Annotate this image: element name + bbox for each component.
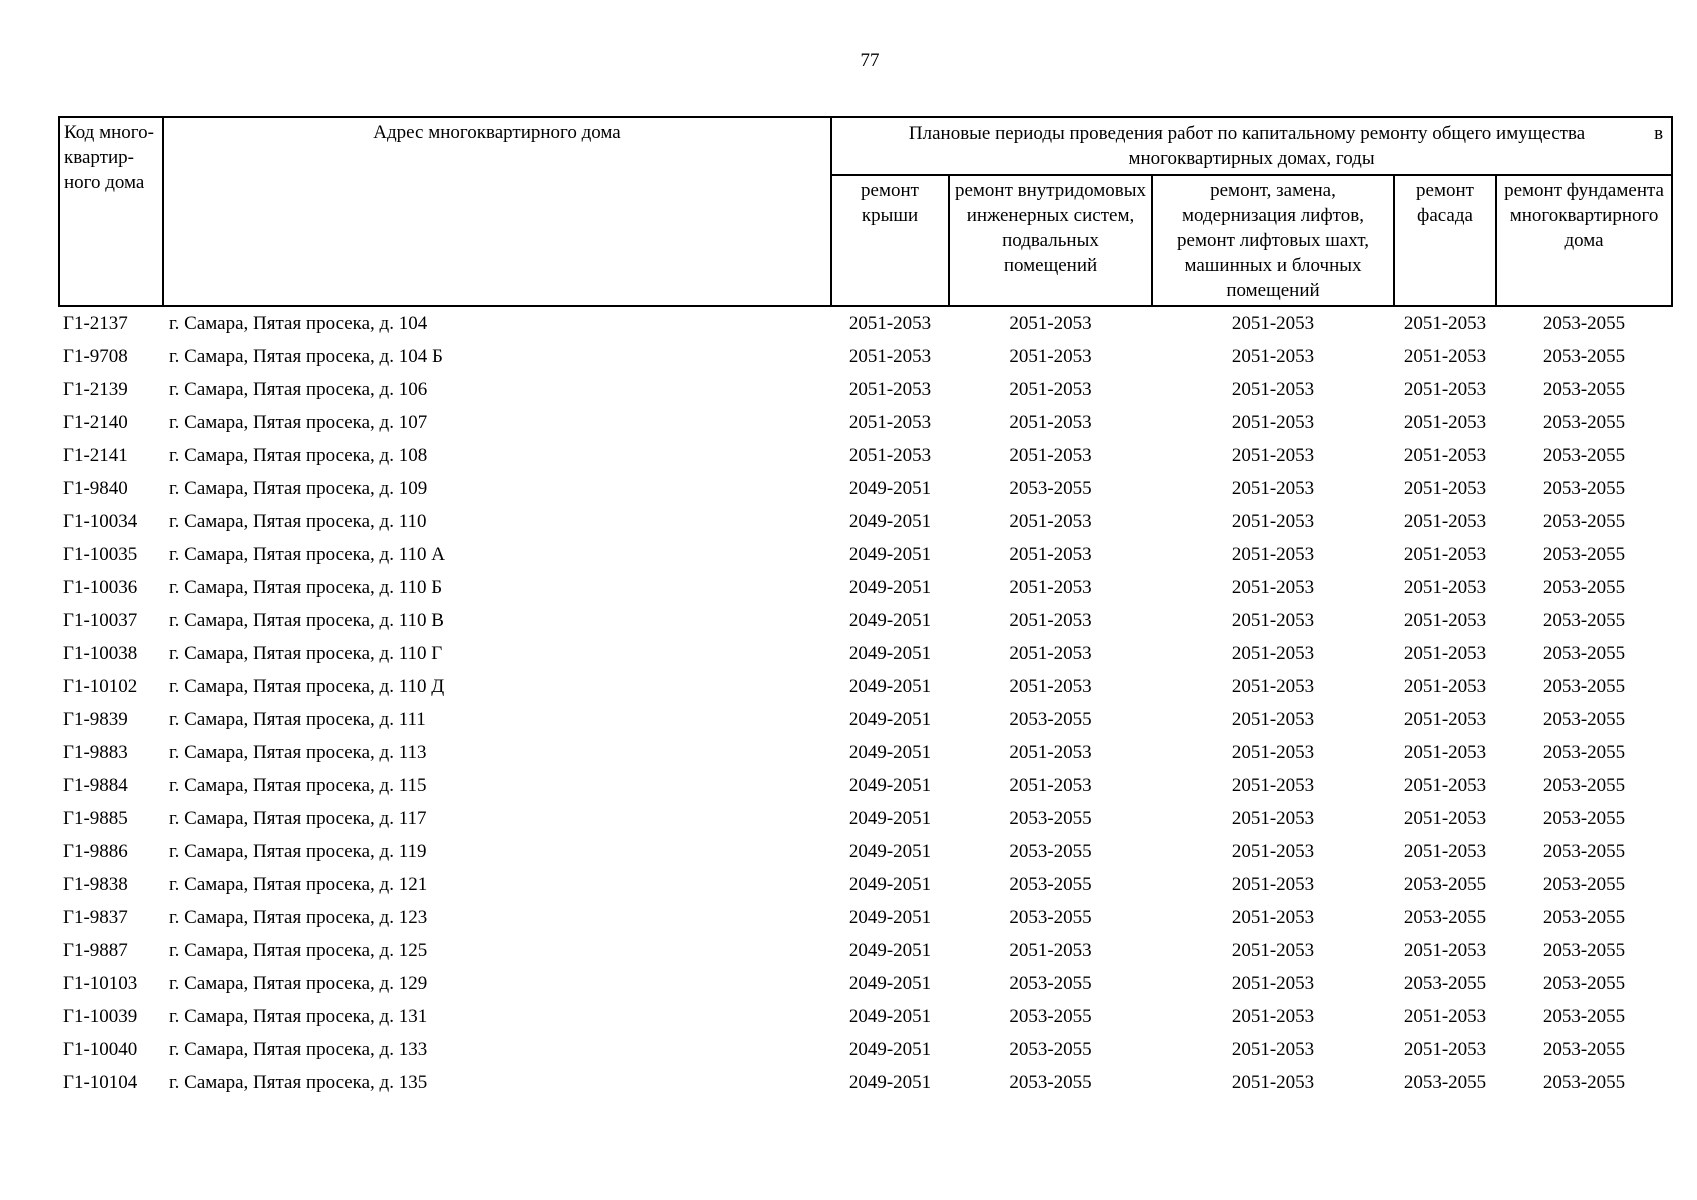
cell-roof: 2051-2053 [848, 411, 932, 433]
cell-code: Г1-10104 [63, 1071, 138, 1093]
cell-foundation: 2053-2055 [1542, 444, 1626, 466]
cell-engineering: 2053-2055 [1009, 477, 1092, 499]
header-foundation: ремонт фундамента многоквартирного дома [1496, 175, 1672, 306]
cell-engineering: 2053-2055 [1009, 708, 1092, 730]
cell-roof: 2051-2053 [848, 345, 932, 367]
cell-elevator: 2051-2053 [1231, 576, 1315, 598]
cell-engineering: 2053-2055 [1009, 840, 1092, 862]
cell-engineering: 2053-2055 [1009, 807, 1092, 829]
cell-facade: 2053-2055 [1403, 972, 1487, 994]
cell-address: г. Самара, Пятая просека, д. 110 [169, 510, 427, 532]
cell-code: Г1-10039 [63, 1005, 138, 1027]
cell-foundation: 2053-2055 [1542, 378, 1626, 400]
cell-engineering: 2051-2053 [1009, 939, 1092, 961]
cell-roof: 2049-2051 [848, 741, 932, 763]
table-row [59, 703, 1672, 736]
cell-facade: 2053-2055 [1403, 906, 1487, 928]
cell-address: г. Самара, Пятая просека, д. 123 [169, 906, 428, 928]
header-facade: ремонт фасада [1394, 175, 1496, 306]
cell-code: Г1-9886 [63, 840, 128, 862]
cell-foundation: 2053-2055 [1542, 906, 1626, 928]
cell-foundation: 2053-2055 [1542, 510, 1626, 532]
cell-elevator: 2051-2053 [1231, 741, 1315, 763]
cell-address: г. Самара, Пятая просека, д. 111 [169, 708, 426, 730]
cell-engineering: 2051-2053 [1009, 675, 1092, 697]
cell-engineering: 2051-2053 [1009, 444, 1092, 466]
cell-engineering: 2051-2053 [1009, 510, 1092, 532]
cell-facade: 2051-2053 [1403, 576, 1487, 598]
cell-address: г. Самара, Пятая просека, д. 107 [169, 411, 428, 433]
cell-facade: 2051-2053 [1403, 543, 1487, 565]
repair-schedule-table [58, 116, 1673, 1099]
cell-foundation: 2053-2055 [1542, 345, 1626, 367]
cell-elevator: 2051-2053 [1231, 609, 1315, 631]
cell-code: Г1-9840 [63, 477, 128, 499]
cell-elevator: 2051-2053 [1231, 510, 1315, 532]
cell-facade: 2053-2055 [1403, 1071, 1487, 1093]
cell-engineering: 2053-2055 [1009, 1038, 1092, 1060]
cell-address: г. Самара, Пятая просека, д. 108 [169, 444, 428, 466]
table-row [59, 868, 1672, 901]
cell-foundation: 2053-2055 [1542, 675, 1626, 697]
cell-elevator: 2051-2053 [1231, 1071, 1315, 1093]
cell-facade: 2051-2053 [1403, 774, 1487, 796]
table-row [59, 1066, 1672, 1099]
cell-address: г. Самара, Пятая просека, д. 135 [169, 1071, 428, 1093]
cell-elevator: 2051-2053 [1231, 708, 1315, 730]
cell-facade: 2051-2053 [1403, 807, 1487, 829]
cell-roof: 2049-2051 [848, 510, 932, 532]
cell-address: г. Самара, Пятая просека, д. 110 Г [169, 642, 443, 664]
table-row [59, 967, 1672, 1000]
table-row [59, 406, 1672, 439]
cell-engineering: 2051-2053 [1009, 642, 1092, 664]
cell-address: г. Самара, Пятая просека, д. 104 [169, 312, 428, 334]
cell-foundation: 2053-2055 [1542, 1005, 1626, 1027]
cell-elevator: 2051-2053 [1231, 444, 1315, 466]
cell-foundation: 2053-2055 [1542, 477, 1626, 499]
cell-engineering: 2053-2055 [1009, 1071, 1092, 1093]
cell-roof: 2049-2051 [848, 807, 932, 829]
cell-code: Г1-10035 [63, 543, 138, 565]
cell-facade: 2051-2053 [1403, 312, 1487, 334]
cell-elevator: 2051-2053 [1231, 1038, 1315, 1060]
cell-address: г. Самара, Пятая просека, д. 129 [169, 972, 428, 994]
table-row [59, 306, 1672, 340]
cell-address: г. Самара, Пятая просека, д. 117 [169, 807, 427, 829]
header-periods-in: в [1654, 123, 1664, 144]
cell-code: Г1-9837 [63, 906, 128, 928]
table-row [59, 901, 1672, 934]
table-row [59, 802, 1672, 835]
cell-facade: 2051-2053 [1403, 939, 1487, 961]
cell-code: Г1-2139 [63, 378, 128, 400]
cell-elevator: 2051-2053 [1231, 939, 1315, 961]
cell-elevator: 2051-2053 [1231, 411, 1315, 433]
cell-roof: 2049-2051 [848, 774, 932, 796]
cell-foundation: 2053-2055 [1542, 411, 1626, 433]
header-elevator: ремонт, замена, модернизация лифтов, ремонт лифтовых шахт, машинных и блочных помещений [1152, 175, 1394, 306]
table-row [59, 472, 1672, 505]
cell-code: Г1-9839 [63, 708, 128, 730]
cell-foundation: 2053-2055 [1542, 873, 1626, 895]
table-body [59, 306, 1672, 1099]
cell-address: г. Самара, Пятая просека, д. 133 [169, 1038, 428, 1060]
cell-address: г. Самара, Пятая просека, д. 110 А [169, 543, 445, 565]
cell-foundation: 2053-2055 [1542, 576, 1626, 598]
cell-foundation: 2053-2055 [1542, 1071, 1626, 1093]
table-row [59, 835, 1672, 868]
cell-roof: 2051-2053 [848, 312, 932, 334]
cell-code: Г1-10102 [63, 675, 138, 697]
cell-foundation: 2053-2055 [1542, 741, 1626, 763]
cell-elevator: 2051-2053 [1231, 378, 1315, 400]
cell-foundation: 2053-2055 [1542, 774, 1626, 796]
cell-facade: 2051-2053 [1403, 411, 1487, 433]
cell-code: Г1-2140 [63, 411, 128, 433]
cell-roof: 2049-2051 [848, 840, 932, 862]
cell-elevator: 2051-2053 [1231, 312, 1315, 334]
cell-code: Г1-9885 [63, 807, 128, 829]
cell-foundation: 2053-2055 [1542, 1038, 1626, 1060]
cell-elevator: 2051-2053 [1231, 642, 1315, 664]
cell-facade: 2051-2053 [1403, 477, 1487, 499]
cell-roof: 2049-2051 [848, 708, 932, 730]
cell-foundation: 2053-2055 [1542, 543, 1626, 565]
cell-facade: 2051-2053 [1403, 609, 1487, 631]
header-roof: ремонт крыши [831, 175, 949, 306]
table-row [59, 604, 1672, 637]
table-row [59, 505, 1672, 538]
table-row [59, 538, 1672, 571]
cell-address: г. Самара, Пятая просека, д. 131 [169, 1005, 428, 1027]
cell-engineering: 2051-2053 [1009, 312, 1092, 334]
cell-code: Г1-2141 [63, 444, 128, 466]
table-row [59, 340, 1672, 373]
cell-elevator: 2051-2053 [1231, 774, 1315, 796]
table-row [59, 769, 1672, 802]
cell-code: Г1-9838 [63, 873, 128, 895]
cell-elevator: 2051-2053 [1231, 477, 1315, 499]
cell-engineering: 2053-2055 [1009, 873, 1092, 895]
cell-elevator: 2051-2053 [1231, 345, 1315, 367]
cell-roof: 2049-2051 [848, 642, 932, 664]
cell-roof: 2049-2051 [848, 972, 932, 994]
cell-roof: 2049-2051 [848, 1038, 932, 1060]
cell-code: Г1-10034 [63, 510, 138, 532]
cell-code: Г1-9887 [63, 939, 128, 961]
cell-roof: 2049-2051 [848, 873, 932, 895]
table-row [59, 1033, 1672, 1066]
cell-facade: 2053-2055 [1403, 873, 1487, 895]
page-number: 77 [860, 50, 880, 71]
cell-facade: 2051-2053 [1403, 642, 1487, 664]
cell-address: г. Самара, Пятая просека, д. 113 [169, 741, 427, 763]
table-header [59, 117, 1672, 306]
cell-address: г. Самара, Пятая просека, д. 110 Д [169, 675, 445, 697]
header-engineering: ремонт внутридомовых инженерных систем, подвальных помещений [949, 175, 1152, 306]
cell-elevator: 2051-2053 [1231, 1005, 1315, 1027]
cell-foundation: 2053-2055 [1542, 807, 1626, 829]
cell-roof: 2049-2051 [848, 939, 932, 961]
cell-elevator: 2051-2053 [1231, 543, 1315, 565]
cell-facade: 2051-2053 [1403, 708, 1487, 730]
table-row [59, 1000, 1672, 1033]
header-periods-line1: Плановые периоды проведения работ по капитальному ремонту общего имущества [908, 123, 1586, 144]
cell-facade: 2051-2053 [1403, 345, 1487, 367]
cell-address: г. Самара, Пятая просека, д. 110 Б [169, 576, 443, 598]
cell-foundation: 2053-2055 [1542, 840, 1626, 862]
table-row [59, 571, 1672, 604]
header-periods [831, 117, 1672, 175]
cell-foundation: 2053-2055 [1542, 972, 1626, 994]
cell-code: Г1-10040 [63, 1038, 138, 1060]
cell-address: г. Самара, Пятая просека, д. 110 В [169, 609, 444, 631]
cell-address: г. Самара, Пятая просека, д. 109 [169, 477, 428, 499]
table-row [59, 439, 1672, 472]
cell-engineering: 2051-2053 [1009, 741, 1092, 763]
table-row [59, 934, 1672, 967]
cell-foundation: 2053-2055 [1542, 609, 1626, 631]
cell-roof: 2049-2051 [848, 609, 932, 631]
cell-code: Г1-10037 [63, 609, 138, 631]
cell-engineering: 2051-2053 [1009, 345, 1092, 367]
cell-address: г. Самара, Пятая просека, д. 106 [169, 378, 428, 400]
header-code: Код много-квартир-ного дома [59, 117, 163, 306]
cell-roof: 2049-2051 [848, 1071, 932, 1093]
cell-address: г. Самара, Пятая просека, д. 125 [169, 939, 428, 961]
cell-facade: 2051-2053 [1403, 510, 1487, 532]
cell-address: г. Самара, Пятая просека, д. 121 [169, 873, 428, 895]
cell-address: г. Самара, Пятая просека, д. 104 Б [169, 345, 443, 367]
cell-address: г. Самара, Пятая просека, д. 115 [169, 774, 427, 796]
cell-facade: 2051-2053 [1403, 444, 1487, 466]
cell-facade: 2051-2053 [1403, 378, 1487, 400]
cell-facade: 2051-2053 [1403, 1038, 1487, 1060]
cell-roof: 2049-2051 [848, 906, 932, 928]
cell-roof: 2051-2053 [848, 378, 932, 400]
cell-elevator: 2051-2053 [1231, 972, 1315, 994]
cell-code: Г1-9884 [63, 774, 128, 796]
cell-foundation: 2053-2055 [1542, 708, 1626, 730]
cell-code: Г1-2137 [63, 312, 128, 334]
cell-code: Г1-9883 [63, 741, 128, 763]
cell-foundation: 2053-2055 [1542, 642, 1626, 664]
header-address: Адрес многоквартирного дома [163, 117, 831, 306]
table-row [59, 670, 1672, 703]
cell-facade: 2051-2053 [1403, 741, 1487, 763]
cell-elevator: 2051-2053 [1231, 840, 1315, 862]
cell-engineering: 2051-2053 [1009, 378, 1092, 400]
table-row [59, 637, 1672, 670]
cell-roof: 2049-2051 [848, 675, 932, 697]
cell-elevator: 2051-2053 [1231, 807, 1315, 829]
cell-foundation: 2053-2055 [1542, 939, 1626, 961]
cell-code: Г1-10036 [63, 576, 138, 598]
cell-roof: 2049-2051 [848, 543, 932, 565]
cell-roof: 2049-2051 [848, 1005, 932, 1027]
cell-roof: 2049-2051 [848, 576, 932, 598]
cell-engineering: 2051-2053 [1009, 576, 1092, 598]
cell-address: г. Самара, Пятая просека, д. 119 [169, 840, 427, 862]
header-periods-line2: многоквартирных домах, годы [1128, 148, 1375, 169]
cell-engineering: 2051-2053 [1009, 543, 1092, 565]
cell-engineering: 2051-2053 [1009, 774, 1092, 796]
cell-engineering: 2053-2055 [1009, 906, 1092, 928]
cell-code: Г1-10038 [63, 642, 138, 664]
cell-engineering: 2053-2055 [1009, 972, 1092, 994]
cell-engineering: 2053-2055 [1009, 1005, 1092, 1027]
cell-elevator: 2051-2053 [1231, 906, 1315, 928]
cell-facade: 2051-2053 [1403, 1005, 1487, 1027]
cell-roof: 2051-2053 [848, 444, 932, 466]
table-row [59, 373, 1672, 406]
cell-facade: 2051-2053 [1403, 840, 1487, 862]
cell-facade: 2051-2053 [1403, 675, 1487, 697]
cell-engineering: 2051-2053 [1009, 411, 1092, 433]
cell-elevator: 2051-2053 [1231, 873, 1315, 895]
cell-code: Г1-9708 [63, 345, 128, 367]
cell-foundation: 2053-2055 [1542, 312, 1626, 334]
cell-roof: 2049-2051 [848, 477, 932, 499]
cell-code: Г1-10103 [63, 972, 138, 994]
cell-elevator: 2051-2053 [1231, 675, 1315, 697]
table-row [59, 736, 1672, 769]
cell-engineering: 2051-2053 [1009, 609, 1092, 631]
